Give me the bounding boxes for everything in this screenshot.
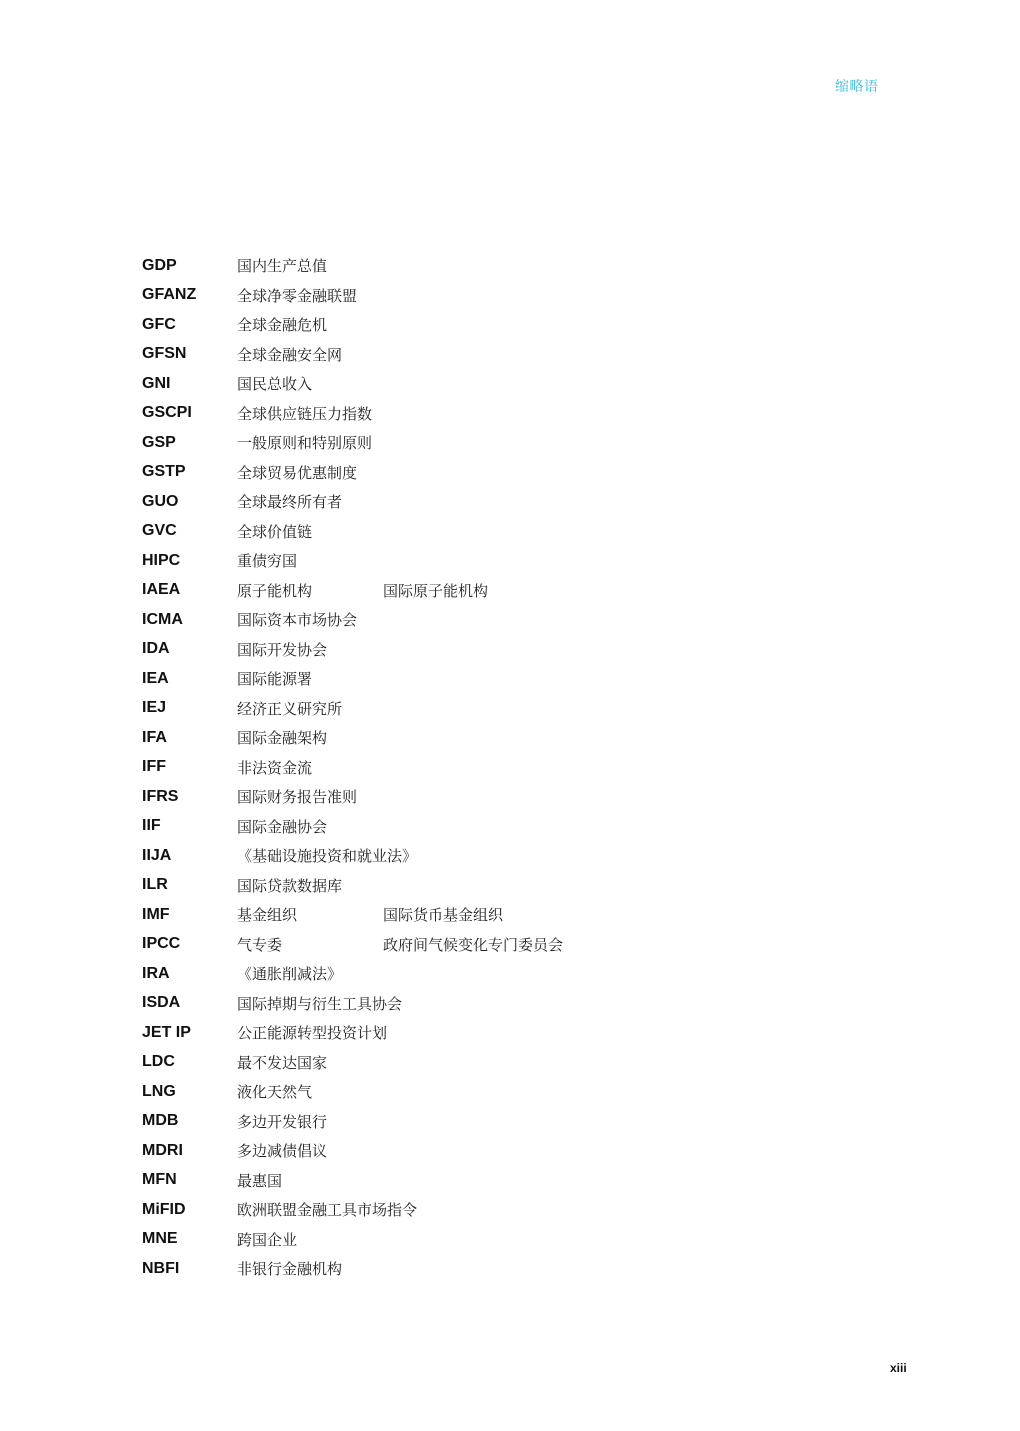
abbreviation-row [142, 812, 563, 842]
abbreviation-meaning: 跨国企业 [237, 1230, 298, 1249]
abbreviation-row [142, 310, 563, 340]
abbreviation-row [142, 900, 563, 930]
abbreviation-row [142, 1048, 563, 1078]
abbreviation-meaning: 基金组织 [237, 906, 298, 925]
abbreviation-term: NBFI [142, 1259, 180, 1277]
abbreviation-row [142, 959, 563, 989]
abbreviation-row [142, 782, 563, 812]
abbreviation-term: GFSN [142, 345, 187, 363]
abbreviation-row [142, 399, 563, 429]
abbreviation-meaning: 非法资金流 [237, 758, 313, 777]
abbreviation-row [142, 428, 563, 458]
abbreviation-row [142, 664, 563, 694]
abbreviation-row [142, 930, 563, 960]
abbreviation-term: GUO [142, 492, 179, 510]
abbreviation-term: JET IP [142, 1023, 191, 1041]
abbreviation-row [142, 1166, 563, 1196]
abbreviation-term: GSCPI [142, 404, 192, 422]
abbreviation-term: IFA [142, 728, 167, 746]
abbreviation-meaning: 一般原则和特别原则 [237, 434, 373, 453]
abbreviation-row [142, 487, 563, 517]
abbreviation-term: GFC [142, 315, 176, 333]
abbreviation-meaning: 重债穷国 [237, 552, 298, 571]
abbreviation-term: MiFID [142, 1200, 186, 1218]
abbreviation-meaning: 非银行金融机构 [237, 1260, 343, 1279]
abbreviation-term: IPCC [142, 935, 181, 953]
abbreviation-row [142, 340, 563, 370]
abbreviation-meaning: 国际财务报告准则 [237, 788, 358, 807]
abbreviation-term: MDRI [142, 1141, 183, 1159]
abbreviation-row [142, 1018, 563, 1048]
abbreviation-term: IIJA [142, 846, 172, 864]
abbreviation-meaning: 全球贸易优惠制度 [237, 463, 358, 482]
abbreviation-term: IRA [142, 964, 170, 982]
abbreviation-row [142, 723, 563, 753]
abbreviation-meaning: 经济正义研究所 [237, 699, 343, 718]
abbreviation-row [142, 1107, 563, 1137]
abbreviation-meaning: 最不发达国家 [237, 1053, 328, 1072]
abbreviation-term: MNE [142, 1230, 178, 1248]
abbreviation-row [142, 458, 563, 488]
abbreviation-term: IIF [142, 817, 161, 835]
abbreviation-term: GFANZ [142, 286, 197, 304]
abbreviation-meaning: 全球金融安全网 [237, 345, 343, 364]
abbreviation-meaning: 国际贷款数据库 [237, 876, 343, 895]
abbreviation-term: IDA [142, 640, 170, 658]
abbreviation-term: GSP [142, 433, 176, 451]
abbreviation-meaning: 全球价值链 [237, 522, 313, 541]
abbreviation-term: IMF [142, 905, 170, 923]
abbreviation-row [142, 989, 563, 1019]
abbreviation-term: GSTP [142, 463, 186, 481]
abbreviation-row [142, 694, 563, 724]
abbreviation-meaning: 全球金融危机 [237, 316, 328, 335]
abbreviation-term: GNI [142, 374, 171, 392]
abbreviation-row [142, 1254, 563, 1284]
abbreviation-term: IEA [142, 669, 169, 687]
abbreviation-meaning: 《基础设施投资和就业法》 [237, 847, 418, 866]
abbreviation-meaning: 液化天然气 [237, 1083, 313, 1102]
abbreviation-row [142, 871, 563, 901]
abbreviation-term: ISDA [142, 994, 181, 1012]
abbreviation-meaning: 全球供应链压力指数 [237, 404, 373, 423]
abbreviation-meaning: 气专委 [237, 935, 283, 954]
abbreviation-term: IFRS [142, 787, 179, 805]
abbreviation-row [142, 635, 563, 665]
abbreviation-meaning: 全球最终所有者 [237, 493, 343, 512]
abbreviation-meaning: 原子能机构 [237, 581, 313, 600]
abbreviation-term: IEJ [142, 699, 167, 717]
section-header-label: 缩略语 [835, 79, 879, 95]
abbreviation-list [142, 251, 563, 1284]
abbreviation-row [142, 1225, 563, 1255]
abbreviation-meaning: 多边减债倡议 [237, 1142, 328, 1161]
abbreviation-term: GVC [142, 522, 177, 540]
page-number: xiii [890, 1361, 907, 1375]
abbreviation-full-name: 国际原子能机构 [383, 581, 489, 600]
abbreviation-row [142, 1136, 563, 1166]
abbreviation-meaning: 国际金融协会 [237, 817, 328, 836]
abbreviation-term: MDB [142, 1112, 179, 1130]
abbreviation-term: HIPC [142, 551, 181, 569]
abbreviation-row [142, 576, 563, 606]
abbreviation-term: IAEA [142, 581, 181, 599]
abbreviation-term: ILR [142, 876, 168, 894]
abbreviation-meaning: 国际掉期与衍生工具协会 [237, 994, 403, 1013]
abbreviation-meaning: 欧洲联盟金融工具市场指令 [237, 1201, 418, 1220]
abbreviation-row [142, 546, 563, 576]
abbreviation-row [142, 517, 563, 547]
abbreviation-row [142, 1077, 563, 1107]
abbreviation-term: LDC [142, 1053, 175, 1071]
abbreviation-term: MFN [142, 1171, 177, 1189]
abbreviation-row [142, 251, 563, 281]
abbreviation-meaning: 多边开发银行 [237, 1112, 328, 1131]
abbreviation-term: IFF [142, 758, 166, 776]
abbreviation-row [142, 841, 563, 871]
abbreviation-meaning: 最惠国 [237, 1171, 283, 1190]
abbreviation-term: GDP [142, 256, 177, 274]
abbreviation-meaning: 国内生产总值 [237, 257, 328, 276]
abbreviation-meaning: 公正能源转型投资计划 [237, 1024, 388, 1043]
abbreviation-meaning: 国民总收入 [237, 375, 313, 394]
abbreviation-meaning: 全球净零金融联盟 [237, 286, 358, 305]
abbreviation-meaning: 国际金融架构 [237, 729, 328, 748]
abbreviation-term: ICMA [142, 610, 183, 628]
abbreviation-row [142, 753, 563, 783]
abbreviation-meaning: 国际资本市场协会 [237, 611, 358, 630]
abbreviation-full-name: 政府间气候变化专门委员会 [383, 935, 564, 954]
abbreviation-row [142, 605, 563, 635]
abbreviation-row [142, 369, 563, 399]
abbreviation-row [142, 281, 563, 311]
abbreviation-meaning: 国际能源署 [237, 670, 313, 689]
abbreviation-row [142, 1195, 563, 1225]
abbreviation-term: LNG [142, 1082, 176, 1100]
abbreviation-full-name: 国际货币基金组织 [383, 906, 504, 925]
abbreviation-meaning: 《通胀削减法》 [237, 965, 343, 984]
abbreviation-meaning: 国际开发协会 [237, 640, 328, 659]
